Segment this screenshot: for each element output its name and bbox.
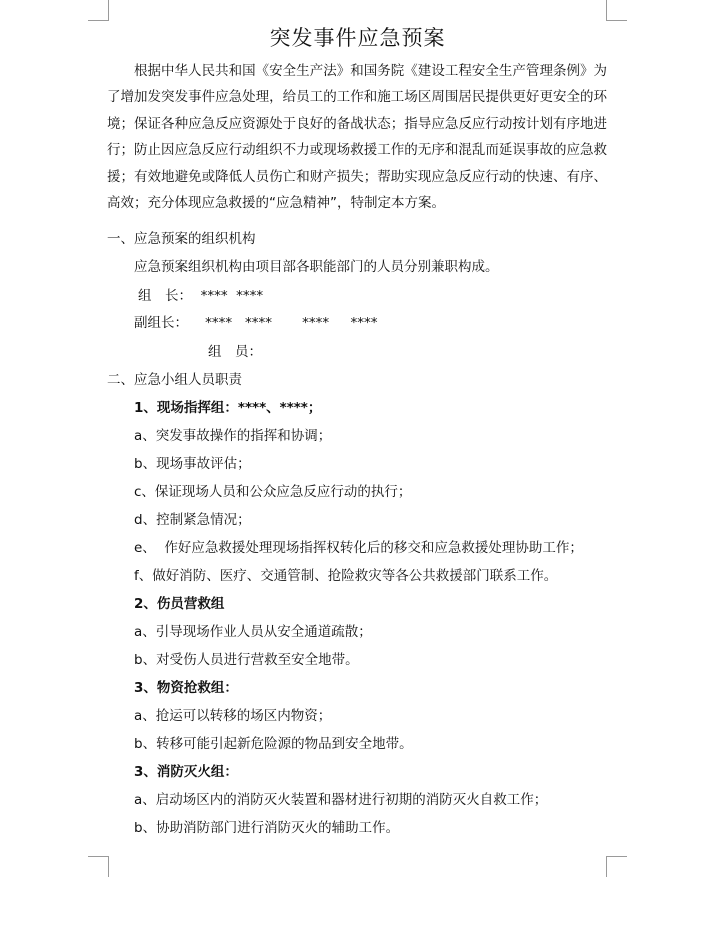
crop-mark-bottom-left bbox=[88, 856, 109, 877]
list-item: b、现场事故评估； bbox=[134, 456, 251, 472]
group1-title bbox=[134, 398, 321, 418]
deputy-leader-line: 副组长： **** **** **** **** bbox=[134, 315, 378, 331]
list-item: b、协助消防部门进行消防灭火的辅助工作。 bbox=[134, 820, 400, 836]
group3-title-text: 3、物资抢救组： bbox=[134, 680, 238, 696]
group2-title bbox=[134, 594, 224, 614]
group3-title bbox=[134, 678, 238, 698]
intro-paragraph: 根据中华人民共和国《安全生产法》和国务院《建设工程安全生产管理条例》为了增加发突发事件应急处理，给员工的工作和施工场区周围居民提供更好更安全的环境；保证各种应急反应资源处于良好的备战状态；指导应急反应行动按计划有序地进行；防止因应急反应行动组织不力或现场救援工作的无序和混乱而延误事故的应急救援；有效地避免或降低人员伤亡和财产损失；帮助实现应急反应行动的快速、有序、高效；充分体现应急救援的“应急精神”，特制定本方案。 bbox=[107, 63, 607, 212]
section1-body: 应急预案组织机构由项目部各职能部门的人员分别兼职构成。 bbox=[134, 259, 499, 275]
list-item: f、做好消防、医疗、交通管制、抢险救灾等各公共救援部门联系工作。 bbox=[134, 568, 558, 584]
list-item: d、控制紧急情况； bbox=[134, 512, 251, 528]
members-line: 组 员： bbox=[208, 344, 262, 360]
list-item: e、 作好应急救援处理现场指挥权转化后的移交和应急救援处理协助工作； bbox=[134, 540, 583, 556]
list-item: a、引导现场作业人员从安全通道疏散； bbox=[134, 624, 372, 640]
list-item: a、启动场区内的消防灭火装置和器材进行初期的消防灭火自救工作； bbox=[134, 792, 548, 808]
crop-mark-top-left bbox=[88, 0, 109, 21]
group2-title-text: 2、伤员营救组 bbox=[134, 596, 225, 612]
list-item: a、抢运可以转移的场区内物资； bbox=[134, 708, 332, 724]
leader-line: 组 长： **** **** bbox=[138, 288, 264, 304]
group1-title-text: 1、现场指挥组：****、****； bbox=[134, 400, 322, 416]
section2-heading: 二、应急小组人员职责 bbox=[107, 372, 242, 388]
crop-mark-bottom-right bbox=[606, 856, 627, 877]
crop-mark-top-right bbox=[606, 0, 627, 21]
group4-title bbox=[134, 762, 238, 782]
list-item: a、突发事故操作的指挥和协调； bbox=[134, 428, 332, 444]
list-item: b、转移可能引起新危险源的物品到安全地带。 bbox=[134, 736, 413, 752]
group4-title-text: 3、消防灭火组： bbox=[134, 764, 238, 780]
document-title: 突发事件应急预案 bbox=[269, 26, 446, 50]
list-item: b、对受伤人员进行营救至安全地带。 bbox=[134, 652, 359, 668]
section1-heading: 一、应急预案的组织机构 bbox=[107, 231, 256, 247]
list-item: c、保证现场人员和公众应急反应行动的执行； bbox=[134, 484, 412, 500]
